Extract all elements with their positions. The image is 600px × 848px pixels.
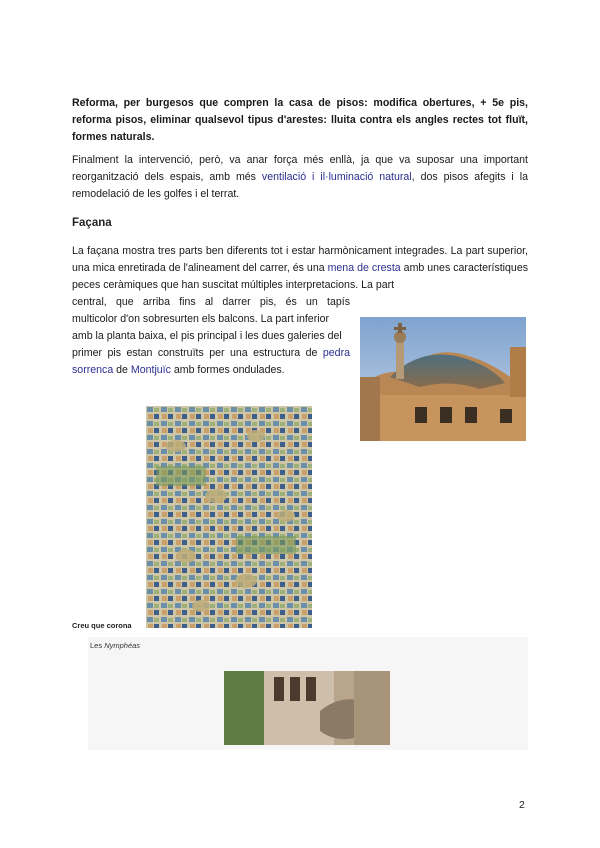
facade-paragraph-continued: central, que arriba fins al darrer pis, és un tapís multicolor d'on sobresurten els balcons. La part inferior amb la planta baixa, el pis principal i les dues galeries del primer pis estan construïts per una estructura de pedra sorrenca de Montjuïc amb formes ondulades. xyxy=(72,296,350,376)
montjuic-link[interactable]: Montjuïc xyxy=(130,364,171,376)
section-heading: Façana xyxy=(72,217,112,229)
ventilation-link[interactable]: ventilació i il·luminació natural xyxy=(261,171,412,183)
mosaic-caption: Creu que corona xyxy=(72,621,132,630)
intervention-paragraph: Finalment la intervenció, però, va anar força més enllà, ja que va suposar una important reorganització dels espais, amb més ventilació i il·luminació natural, dos pisos afegits i la remodelació de les golfes i el terrat. xyxy=(72,154,528,200)
quote-label: Les Nymphéas xyxy=(90,641,141,650)
sandstone-link-cont[interactable]: sorrenca xyxy=(72,364,114,376)
facade-paragraph: La façana mostra tres parts ben diferents tot i estar harmònicament integrades. La part superior, una mica enretirada de l'alineament del carrer, és una mena de cresta amb unes característiques peces ceràmiques que han suscitat múltiples interpretacions. La part xyxy=(72,245,529,291)
mosaic-photo xyxy=(146,406,312,628)
rooftop-photo xyxy=(360,317,526,441)
balcony-photo xyxy=(224,671,390,745)
sandstone-link[interactable]: pedra xyxy=(322,347,350,359)
page-number: 2 xyxy=(519,799,525,811)
crest-link[interactable]: mena de cresta xyxy=(327,262,401,274)
intro-paragraph: Reforma, per burgesos que compren la casa de pisos: modifica obertures, + 5e pis, reforma pisos, eliminar qualsevol tipus d'arestes: lluita contra els angles rectes tot fluït, formes naturals. xyxy=(72,97,528,143)
